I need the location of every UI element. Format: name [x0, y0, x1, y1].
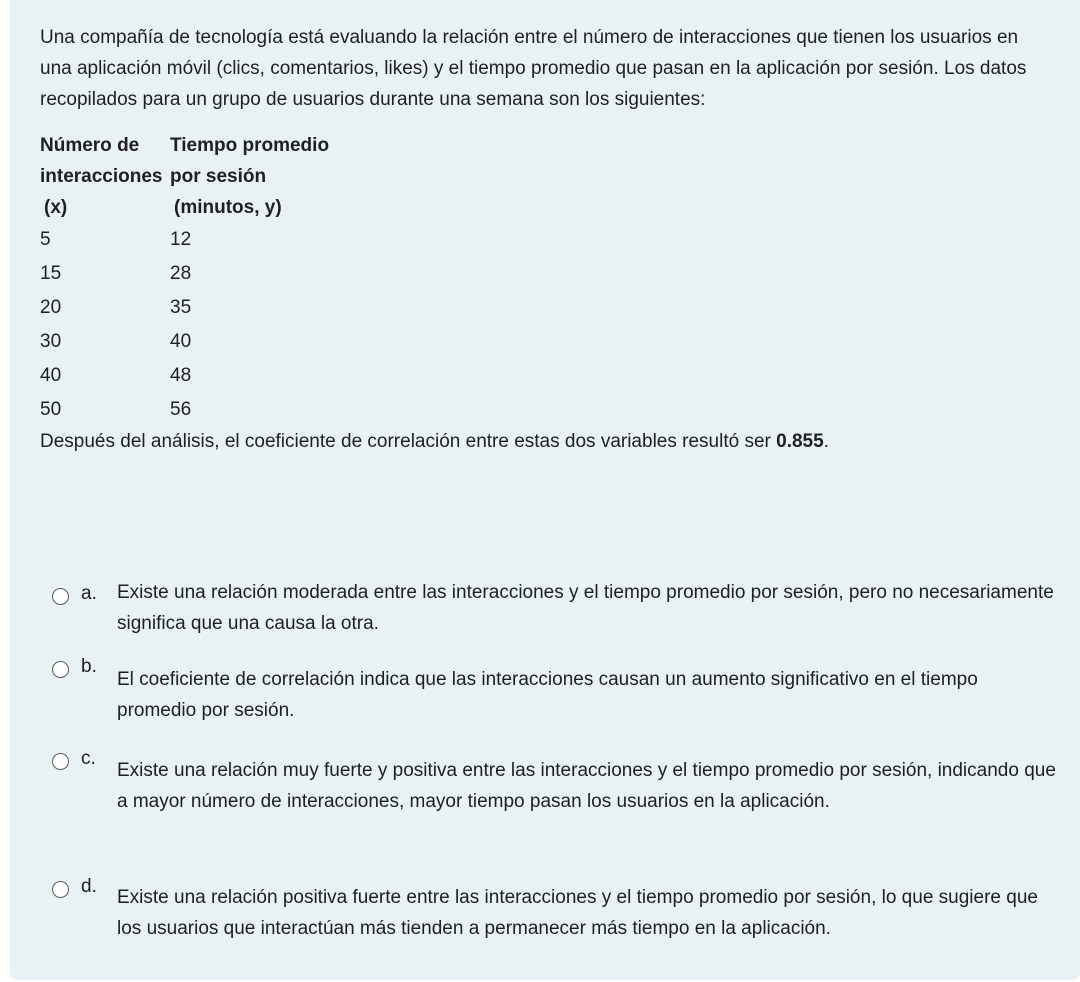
cell-y: 56	[170, 399, 192, 420]
radio-button-d[interactable]	[52, 881, 69, 898]
radio-button-a[interactable]	[52, 588, 69, 605]
question-stem: Una compañía de tecnología está evaluando la relación entre el número de interacciones que tienen los usuarios en una aplicación móvil (clics, comentarios, likes) y el tiempo promedio que pasan en la aplicación por sesión. Los datos recopilados para un grupo de usuarios durante una semana son los siguientes:	[40, 27, 1027, 110]
cell-x: 50	[40, 399, 62, 420]
correlation-value: 0.855	[776, 431, 824, 452]
table-row	[40, 223, 370, 257]
cell-x: 5	[40, 229, 51, 250]
header-x-line1: Número de	[40, 135, 140, 156]
option-letter-d: d.	[81, 876, 97, 897]
cell-y: 48	[170, 365, 192, 386]
cell-x: 40	[40, 365, 62, 386]
option-text-d[interactable]: Existe una relación positiva fuerte entre las interacciones y el tiempo promedio por sesión, lo que sugiere que los usuarios que interactúan más tienden a permanecer más tiempo en la aplicación.	[117, 887, 1038, 939]
radio-button-b[interactable]	[52, 661, 69, 678]
option-text-a[interactable]: Existe una relación moderada entre las interacciones y el tiempo promedio por sesión, pero no necesariamente significa que una causa la otra.	[117, 582, 1054, 634]
header-y-line1: Tiempo promedio	[170, 135, 330, 156]
cell-x: 30	[40, 331, 62, 352]
table-row	[40, 257, 370, 291]
option-letter-c: c.	[81, 748, 96, 769]
cell-x: 15	[40, 263, 62, 284]
table-header-row	[40, 130, 370, 223]
header-x-unit: (x)	[44, 197, 68, 218]
cell-x: 20	[40, 297, 62, 318]
header-x	[40, 130, 170, 223]
header-y-unit: (minutos, y)	[174, 197, 282, 218]
table-row	[40, 325, 370, 359]
table-row	[40, 393, 370, 427]
conclusion-sentence: Después del análisis, el coeficiente de correlación entre estas dos variables resultó ser	[40, 431, 777, 452]
header-y-line2: por sesión	[170, 166, 267, 187]
header-y	[170, 130, 370, 223]
cell-y: 40	[170, 331, 192, 352]
header-x-line2: interacciones	[40, 166, 163, 187]
cell-y: 12	[170, 229, 192, 250]
cell-y: 28	[170, 263, 192, 284]
conclusion-text	[40, 426, 829, 457]
radio-button-c[interactable]	[52, 753, 69, 770]
cell-y: 35	[170, 297, 192, 318]
option-text-c[interactable]: Existe una relación muy fuerte y positiva entre las interacciones y el tiempo promedio por sesión, indicando que a mayor número de interacciones, mayor tiempo pasan los usuarios en la aplicación.	[117, 760, 1056, 812]
data-table	[40, 130, 370, 427]
conclusion-period: .	[823, 431, 829, 452]
option-letter-b: b.	[81, 656, 97, 677]
table-row	[40, 359, 370, 393]
table-row	[40, 291, 370, 325]
option-letter-a: a.	[81, 583, 97, 604]
option-text-b[interactable]: El coeficiente de correlación indica que las interacciones causan un aumento significativo en el tiempo promedio por sesión.	[117, 669, 978, 721]
